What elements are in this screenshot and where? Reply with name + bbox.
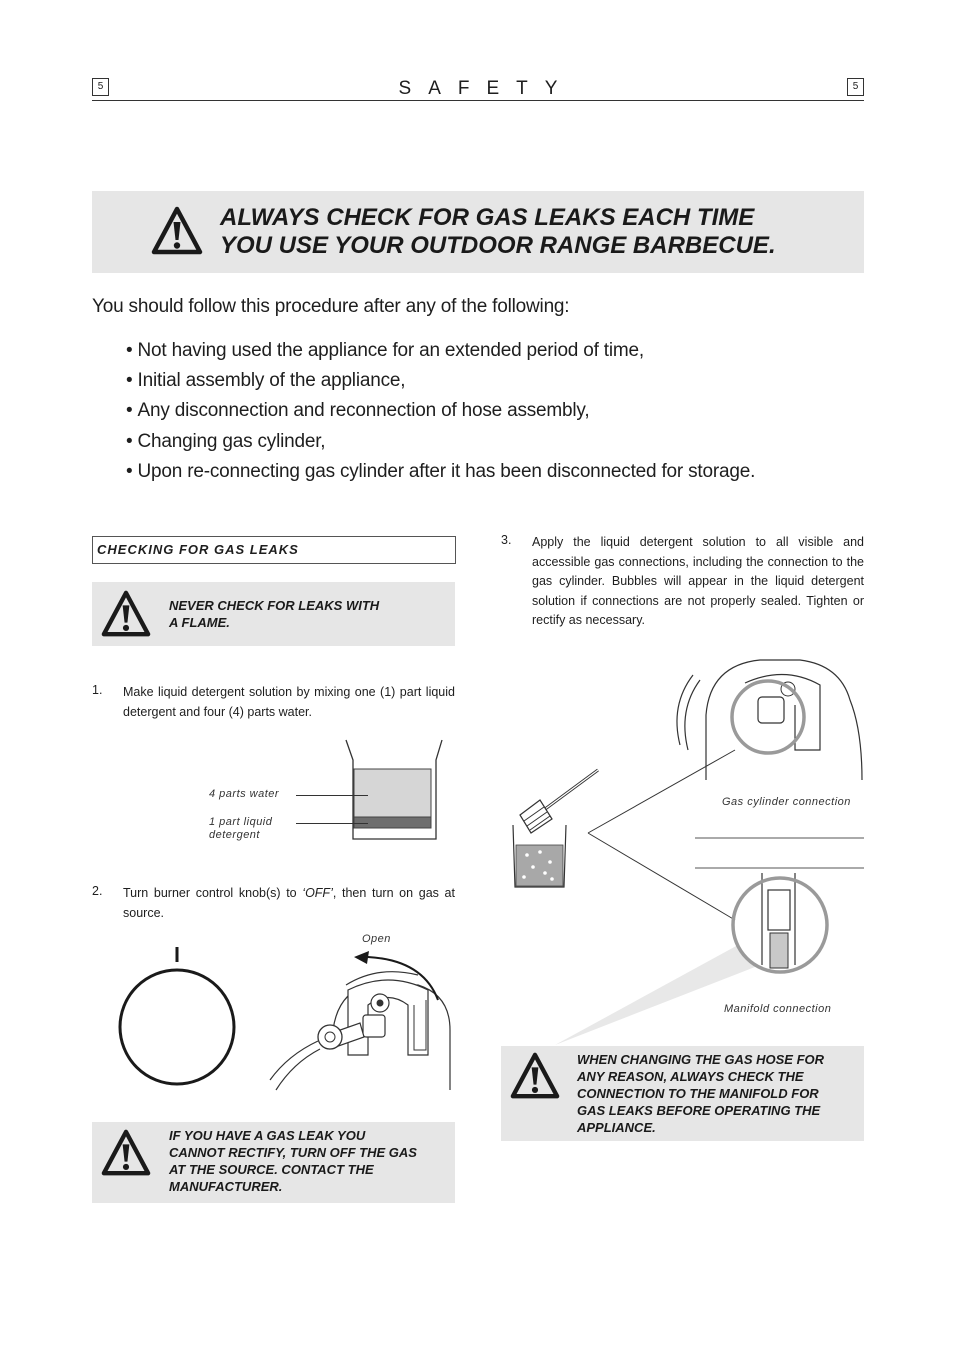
- off-label: ‘OFF’: [302, 886, 333, 900]
- list-item: • Upon re-connecting gas cylinder after it has been disconnected for storage.: [126, 457, 755, 487]
- bullet-list: [126, 336, 755, 487]
- warning-line: ANY REASON, ALWAYS CHECK THE: [577, 1069, 804, 1084]
- banner-line-2: YOU USE YOUR OUTDOOR RANGE BARBECUE.: [220, 232, 776, 259]
- warning-line: GAS LEAKS BEFORE OPERATING THE: [577, 1103, 821, 1118]
- warning-box-hose: [501, 1046, 864, 1141]
- leader-line: [296, 795, 368, 796]
- step-number: 1.: [92, 683, 103, 697]
- warning-box-leak: [92, 1122, 455, 1203]
- warning-line: IF YOU HAVE A GAS LEAK YOU: [169, 1128, 366, 1143]
- section-heading: CHECKING FOR GAS LEAKS: [92, 536, 456, 564]
- header-divider: [92, 100, 864, 101]
- leak-test-diagram: [500, 655, 870, 1045]
- warning-triangle-icon: [101, 589, 151, 639]
- warning-triangle-icon: [151, 205, 203, 257]
- caption-cylinder: Gas cylinder connection: [722, 796, 851, 808]
- list-item: • Not having used the appliance for an extended period of time,: [126, 336, 755, 366]
- warning-line: NEVER CHECK FOR LEAKS WITH: [169, 598, 380, 613]
- banner-text: [220, 204, 850, 260]
- warning-line: CONNECTION TO THE MANIFOLD FOR: [577, 1086, 819, 1101]
- warning-banner: [92, 191, 864, 273]
- warning-box-flame: [92, 582, 455, 646]
- warning-line: WHEN CHANGING THE GAS HOSE FOR: [577, 1052, 825, 1067]
- step-text: Apply the liquid detergent solution to all visible and accessible gas connections, including the connection to the gas cylinder. Bubbles will appear in the liquid detergent solution if connections are not properly sealed. Tighten or rectify as necessary.: [532, 535, 864, 627]
- list-item: • Any disconnection and reconnection of hose assembly,: [126, 396, 755, 426]
- caption-water: 4 parts water: [209, 788, 280, 800]
- caption-detergent: [209, 816, 272, 842]
- warning-line: MANUFACTURER.: [169, 1179, 283, 1194]
- step-text-part: Turn burner control knob(s) to: [123, 886, 303, 900]
- warning-line: AT THE SOURCE. CONTACT THE: [169, 1162, 374, 1177]
- step-text-part: , then turn on gas at source.: [123, 886, 455, 920]
- warning-line: APPLIANCE.: [577, 1120, 656, 1135]
- step-text: [123, 884, 455, 923]
- banner-line-1: ALWAYS CHECK FOR GAS LEAKS EACH TIME: [220, 204, 755, 231]
- step-number: 2.: [92, 884, 103, 898]
- leader-line: [296, 823, 368, 824]
- step-number: 3.: [501, 533, 512, 547]
- warning-triangle-icon: [510, 1051, 560, 1101]
- caption-manifold: Manifold connection: [724, 1003, 832, 1015]
- step-text: Make liquid detergent solution by mixing one (1) part liquid detergent and four (4) parts water.: [123, 685, 455, 719]
- page-number-left: 5: [92, 78, 109, 96]
- page-number-right: 5: [847, 78, 864, 96]
- warning-text: [169, 1127, 417, 1195]
- warning-text: [169, 597, 379, 631]
- warning-text: [577, 1051, 824, 1136]
- warning-triangle-icon: [101, 1128, 151, 1178]
- caption-open: Open: [362, 933, 391, 945]
- warning-line: CANNOT RECTIFY, TURN OFF THE GAS: [169, 1145, 417, 1160]
- caption-line: detergent: [209, 829, 260, 841]
- caption-line: 1 part liquid: [209, 816, 273, 828]
- cylinder-valve-diagram: [268, 945, 458, 1095]
- list-item: • Changing gas cylinder,: [126, 427, 755, 457]
- page-title: SAFETY: [398, 78, 575, 99]
- list-item: • Initial assembly of the appliance,: [126, 366, 755, 396]
- detergent-beaker-diagram: [340, 738, 450, 843]
- intro-text: You should follow this procedure after any of the following:: [92, 296, 570, 317]
- control-knob-diagram: [110, 945, 245, 1090]
- warning-line: A FLAME.: [169, 615, 230, 630]
